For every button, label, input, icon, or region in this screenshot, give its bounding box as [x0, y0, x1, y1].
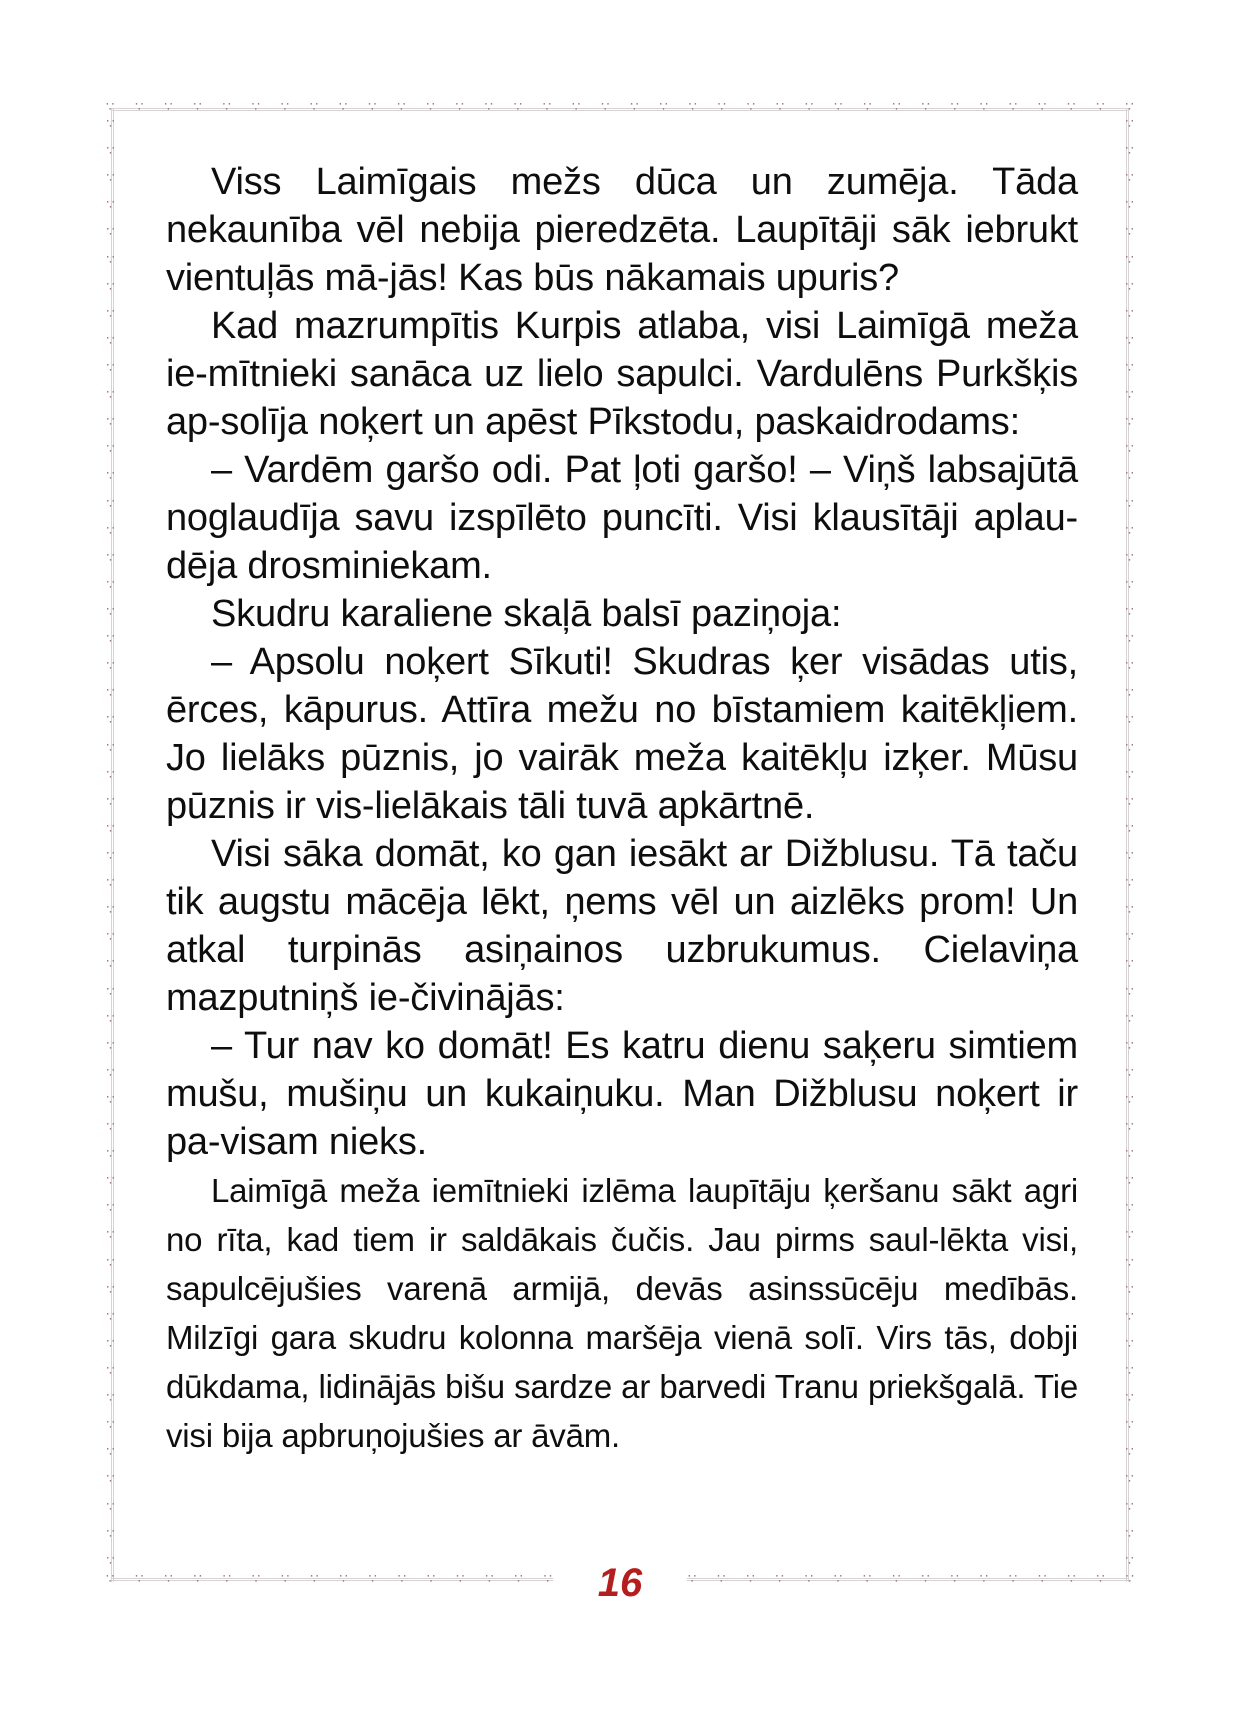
trefoil-ornament: ∵	[1008, 100, 1018, 115]
trefoil-ornament: ∵	[135, 1572, 144, 1587]
trefoil-ornament: ∵	[193, 100, 202, 115]
trefoil-ornament: ∵	[106, 1120, 115, 1136]
trefoil-ornament: ∵	[1125, 1174, 1134, 1190]
trefoil-ornament: ∵	[1125, 117, 1134, 132]
trefoil-ornament: ∵	[1125, 1038, 1134, 1054]
trefoil-ornament: ∵	[106, 1255, 115, 1271]
paragraph-small: Laimīgā meža iemītnieki izlēma laupītāju ķeršanu sākt agri no rīta, kad tiem ir saldākais čučis. Jau pirms saul-lēkta visi, sapulcējušies varenā armijā, devās asinssūcēju medībās. Milzīgi gara skudru kolonna maršēja vienā solī. Virs tās, dobji dūkdama, lidinājās bišu sardze ar barvedi Tranu priekšgalā. Tie visi bija apbruņojušies ar āvām.	[166, 1172, 1078, 1454]
trefoil-ornament: ∵	[193, 1572, 202, 1587]
trefoil-ornament: ∵	[222, 100, 231, 115]
trefoil-ornament: ∵	[251, 1572, 261, 1587]
border-line-bottom-right	[687, 1578, 1129, 1581]
trefoil-ornament: ∵	[106, 713, 115, 729]
trefoil-ornament: ∵	[775, 100, 785, 115]
trefoil-ornament: ∵	[106, 333, 115, 349]
trefoil-ornament: ∵	[106, 876, 115, 892]
trefoil-ornament: ∵	[368, 1572, 377, 1587]
trefoil-ornament: ∵	[106, 1553, 115, 1569]
trefoil-ornament: ∵	[484, 100, 493, 115]
trefoil-ornament: ∵	[921, 100, 930, 115]
trefoil-ornament: ∵	[1125, 659, 1134, 675]
trefoil-ornament: ∵	[746, 1572, 755, 1587]
trefoil-ornament: ∵	[106, 1147, 115, 1163]
trefoil-ornament: ∵	[1125, 388, 1134, 404]
trefoil-ornament: ∵	[805, 100, 814, 115]
trefoil-ornament: ∵	[1125, 1282, 1134, 1298]
trefoil-ornament: ∵	[1125, 1336, 1134, 1352]
trefoil-ornament: ∵	[106, 767, 115, 783]
trefoil-ornament: ∵	[106, 1201, 115, 1217]
trefoil-ornament: ∵	[717, 100, 726, 115]
trefoil-ornament: ∵	[1125, 1309, 1134, 1325]
trefoil-ornament: ∵	[1125, 1391, 1134, 1407]
trefoil-ornament: ∵	[1125, 577, 1134, 593]
trefoil-ornament: ∵	[1125, 252, 1134, 268]
trefoil-ornament: ∵	[106, 1472, 115, 1488]
trefoil-ornament: ∵	[1125, 1572, 1134, 1587]
trefoil-ornament: ∵	[164, 1572, 173, 1587]
trefoil-ornament: ∵	[309, 100, 319, 115]
trefoil-ornament: ∵	[280, 100, 290, 115]
trefoil-ornament: ∵	[1125, 100, 1134, 115]
trefoil-ornament: ∵	[1125, 1120, 1134, 1136]
trefoil-ornament: ∵	[1125, 930, 1134, 946]
trefoil-ornament: ∵	[1125, 1418, 1134, 1434]
trefoil-ornament: ∵	[1125, 469, 1134, 485]
trefoil-ornament: ∵	[1125, 225, 1134, 241]
trefoil-ornament: ∵	[1125, 171, 1134, 187]
trefoil-ornament: ∵	[950, 100, 959, 115]
trefoil-ornament: ∵	[106, 388, 115, 404]
trefoil-ornament: ∵	[1125, 876, 1134, 892]
trefoil-ornament: ∵	[892, 1572, 901, 1587]
trefoil-ornament: ∵	[1125, 1255, 1134, 1271]
trefoil-ornament: ∵	[106, 100, 115, 115]
trefoil-ornament: ∵	[1125, 1228, 1134, 1244]
trefoil-ornament: ∵	[1125, 279, 1134, 295]
trefoil-ornament: ∵	[426, 1572, 436, 1587]
trefoil-ornament: ∵	[106, 550, 115, 566]
trefoil-ornament: ∵	[106, 306, 115, 322]
paragraph-dialogue: – Tur nav ko domāt! Es katru dienu saķeru simtiem mušu, mušiņu un kukaiņuku. Man Dižblusu noķert ir pa-visam nieks.	[166, 1025, 1078, 1163]
trefoil-ornament: ∵	[1125, 1201, 1134, 1217]
trefoil-ornament: ∵	[1125, 1553, 1134, 1569]
trefoil-ornament: ∵	[1125, 144, 1134, 160]
trefoil-ornament: ∵	[106, 1445, 115, 1461]
trefoil-ornament: ∵	[1125, 1092, 1134, 1108]
trefoil-ornament: ∵	[601, 100, 610, 115]
trefoil-ornament: ∵	[1125, 848, 1134, 864]
trefoil-ornament: ∵	[1125, 550, 1134, 566]
trefoil-ornament: ∵	[106, 632, 115, 648]
trefoil-ornament: ∵	[1125, 984, 1134, 1000]
trefoil-ornament: ∵	[281, 1572, 290, 1587]
trefoil-ornament: ∵	[1125, 1011, 1134, 1027]
trefoil-ornament: ∵	[106, 360, 115, 376]
border-line-left	[111, 108, 114, 1582]
trefoil-ornament: ∵	[513, 100, 523, 115]
trefoil-ornament: ∵	[106, 659, 115, 675]
trefoil-ornament: ∵	[106, 1499, 115, 1515]
trefoil-ornament: ∵	[106, 1526, 115, 1542]
trefoil-ornament: ∵	[135, 100, 144, 115]
trefoil-ornament: ∵	[979, 1572, 988, 1587]
trefoil-ornament: ∵	[164, 100, 173, 115]
trefoil-ornament: ∵	[542, 100, 552, 115]
trefoil-ornament: ∵	[339, 1572, 348, 1587]
trefoil-ornament: ∵	[863, 1572, 872, 1587]
trefoil-ornament: ∵	[659, 100, 668, 115]
trefoil-ornament: ∵	[804, 1572, 813, 1587]
trefoil-ornament: ∵	[222, 1572, 231, 1587]
trefoil-ornament: ∵	[106, 740, 115, 756]
trefoil-ornament: ∵	[106, 171, 115, 187]
trefoil-ornament: ∵	[1125, 957, 1134, 973]
trefoil-ornament: ∵	[106, 415, 115, 431]
trefoil-ornament: ∵	[1125, 306, 1134, 322]
trefoil-ornament: ∵	[106, 1038, 115, 1054]
trefoil-ornament: ∵	[106, 117, 115, 132]
story-text	[166, 158, 1078, 1460]
trefoil-ornament: ∵	[106, 984, 115, 1000]
trefoil-ornament: ∵	[106, 1418, 115, 1434]
trefoil-ornament: ∵	[1067, 1572, 1076, 1587]
trefoil-ornament: ∵	[106, 1065, 115, 1081]
trefoil-ornament: ∵	[106, 1391, 115, 1407]
trefoil-ornament: ∵	[1125, 415, 1134, 431]
trefoil-ornament: ∵	[1125, 1499, 1134, 1515]
paragraph-dialogue: – Vardēm garšo odi. Pat ļoti garšo! – Viņš labsajūtā noglaudīja savu izspīlēto puncīti. Visi klausītāji aplau-dēja drosminiekam.	[166, 449, 1078, 587]
trefoil-ornament: ∵	[106, 252, 115, 268]
trefoil-ornament: ∵	[106, 604, 115, 620]
trefoil-ornament: ∵	[1067, 100, 1076, 115]
trefoil-ornament: ∵	[106, 496, 115, 512]
trefoil-ornament: ∵	[106, 442, 115, 458]
trefoil-ornament: ∵	[1125, 1364, 1134, 1380]
paragraph: Visi sāka domāt, ko gan iesākt ar Dižblusu. Tā taču tik augstu mācēja lēkt, ņems vēl un aizlēks prom! Un atkal turpinās asiņainos uzbrukumus. Cielaviņa mazputniņš ie-čivinājās:	[166, 833, 1078, 1019]
trefoil-ornament: ∵	[1125, 442, 1134, 458]
trefoil-ornament: ∵	[1125, 903, 1134, 919]
trefoil-ornament: ∵	[106, 957, 115, 973]
trefoil-ornament: ∵	[1125, 740, 1134, 756]
trefoil-ornament: ∵	[1125, 198, 1134, 214]
trefoil-ornament: ∵	[106, 523, 115, 539]
trefoil-ornament: ∵	[775, 1572, 784, 1587]
trefoil-ornament: ∵	[863, 100, 872, 115]
trefoil-ornament: ∵	[1125, 713, 1134, 729]
trefoil-ornament: ∵	[106, 1092, 115, 1108]
trefoil-ornament: ∵	[368, 100, 377, 115]
trefoil-ornament: ∵	[339, 100, 348, 115]
trefoil-ornament: ∵	[106, 903, 115, 919]
trefoil-ornament: ∵	[106, 1228, 115, 1244]
trefoil-ornament: ∵	[106, 1011, 115, 1027]
trefoil-ornament: ∵	[106, 225, 115, 241]
trefoil-ornament: ∵	[106, 1364, 115, 1380]
trefoil-ornament: ∵	[106, 144, 115, 160]
trefoil-ornament: ∵	[106, 279, 115, 295]
trefoil-ornament: ∵	[572, 100, 581, 115]
trefoil-ornament: ∵	[106, 1309, 115, 1325]
trefoil-ornament: ∵	[251, 100, 260, 115]
paragraph: Skudru karaliene skaļā balsī paziņoja:	[211, 593, 842, 635]
trefoil-ornament: ∵	[106, 794, 115, 810]
trefoil-ornament: ∵	[1125, 821, 1134, 837]
trefoil-ornament: ∵	[1125, 333, 1134, 349]
trefoil-ornament: ∵	[397, 1572, 406, 1587]
trefoil-ornament: ∵	[106, 1282, 115, 1298]
trefoil-ornament: ∵	[950, 1572, 959, 1587]
trefoil-ornament: ∵	[1125, 767, 1134, 783]
trefoil-ornament: ∵	[1038, 1572, 1047, 1587]
trefoil-ornament: ∵	[1125, 1147, 1134, 1163]
trefoil-ornament: ∵	[1096, 100, 1105, 115]
trefoil-ornament: ∵	[106, 1174, 115, 1190]
trefoil-ornament: ∵	[688, 1572, 697, 1587]
border-line-top	[111, 108, 1129, 111]
trefoil-ornament: ∵	[514, 1572, 523, 1587]
trefoil-ornament: ∵	[426, 100, 435, 115]
trefoil-ornament: ∵	[1125, 1526, 1134, 1542]
trefoil-ornament: ∵	[1125, 523, 1134, 539]
trefoil-ornament: ∵	[630, 100, 639, 115]
trefoil-ornament: ∵	[892, 100, 901, 115]
trefoil-ornament: ∵	[106, 1336, 115, 1352]
trefoil-ornament: ∵	[979, 100, 989, 115]
trefoil-ornament: ∵	[1125, 632, 1134, 648]
trefoil-ornament: ∵	[106, 469, 115, 485]
page-number: 16	[572, 1560, 669, 1606]
trefoil-ornament: ∵	[1125, 686, 1134, 702]
trefoil-ornament: ∵	[106, 821, 115, 837]
trefoil-ornament: ∵	[310, 1572, 319, 1587]
trefoil-ornament: ∵	[688, 100, 697, 115]
trefoil-ornament: ∵	[106, 1572, 115, 1587]
border-line-bottom-left	[111, 1578, 553, 1581]
trefoil-ornament: ∵	[543, 1572, 552, 1587]
border-line-right	[1126, 108, 1129, 1582]
trefoil-ornament: ∵	[1125, 496, 1134, 512]
trefoil-ornament: ∵	[1125, 1065, 1134, 1081]
trefoil-ornament: ∵	[833, 1572, 843, 1587]
trefoil-ornament: ∵	[106, 198, 115, 214]
trefoil-ornament: ∵	[106, 848, 115, 864]
trefoil-ornament: ∵	[106, 686, 115, 702]
trefoil-ornament: ∵	[746, 100, 756, 115]
trefoil-ornament: ∵	[1008, 1572, 1018, 1587]
trefoil-ornament: ∵	[485, 1572, 494, 1587]
trefoil-ornament: ∵	[1125, 604, 1134, 620]
trefoil-ornament: ∵	[397, 100, 406, 115]
trefoil-ornament: ∵	[106, 930, 115, 946]
trefoil-ornament: ∵	[455, 100, 464, 115]
trefoil-ornament: ∵	[834, 100, 843, 115]
ornament-column-right	[1122, 118, 1137, 1568]
paragraph-dialogue: – Apsolu noķert Sīkuti! Skudras ķer visādas utis, ērces, kāpurus. Attīra mežu no bīstamiem kaitēkļiem. Jo lielāks pūznis, jo vairāk meža kaitēkļu izķer. Mūsu pūznis ir vis-lielākais tāli tuvā apkārtnē.	[166, 641, 1078, 827]
trefoil-ornament: ∵	[717, 1572, 726, 1587]
trefoil-ornament: ∵	[921, 1572, 930, 1587]
trefoil-ornament: ∵	[1125, 794, 1134, 810]
trefoil-ornament: ∵	[1125, 1445, 1134, 1461]
trefoil-ornament: ∵	[1096, 1572, 1105, 1587]
trefoil-ornament: ∵	[1038, 100, 1047, 115]
trefoil-ornament: ∵	[1125, 360, 1134, 376]
trefoil-ornament: ∵	[1125, 1472, 1134, 1488]
paragraph: Kad mazrumpītis Kurpis atlaba, visi Laimīgā meža ie-mītnieki sanāca uz lielo sapulci. Vardulēns Purkšķis ap-solīja noķert un apēst Pīkstodu, paskaidrodams:	[166, 305, 1078, 443]
trefoil-ornament: ∵	[456, 1572, 465, 1587]
paragraph: Viss Laimīgais mežs dūca un zumēja. Tāda nekaunība vēl nebija pieredzēta. Laupītāji sāk iebrukt vientuļās mā-jās! Kas būs nākamais upuris?	[166, 161, 1078, 299]
trefoil-ornament: ∵	[106, 577, 115, 593]
